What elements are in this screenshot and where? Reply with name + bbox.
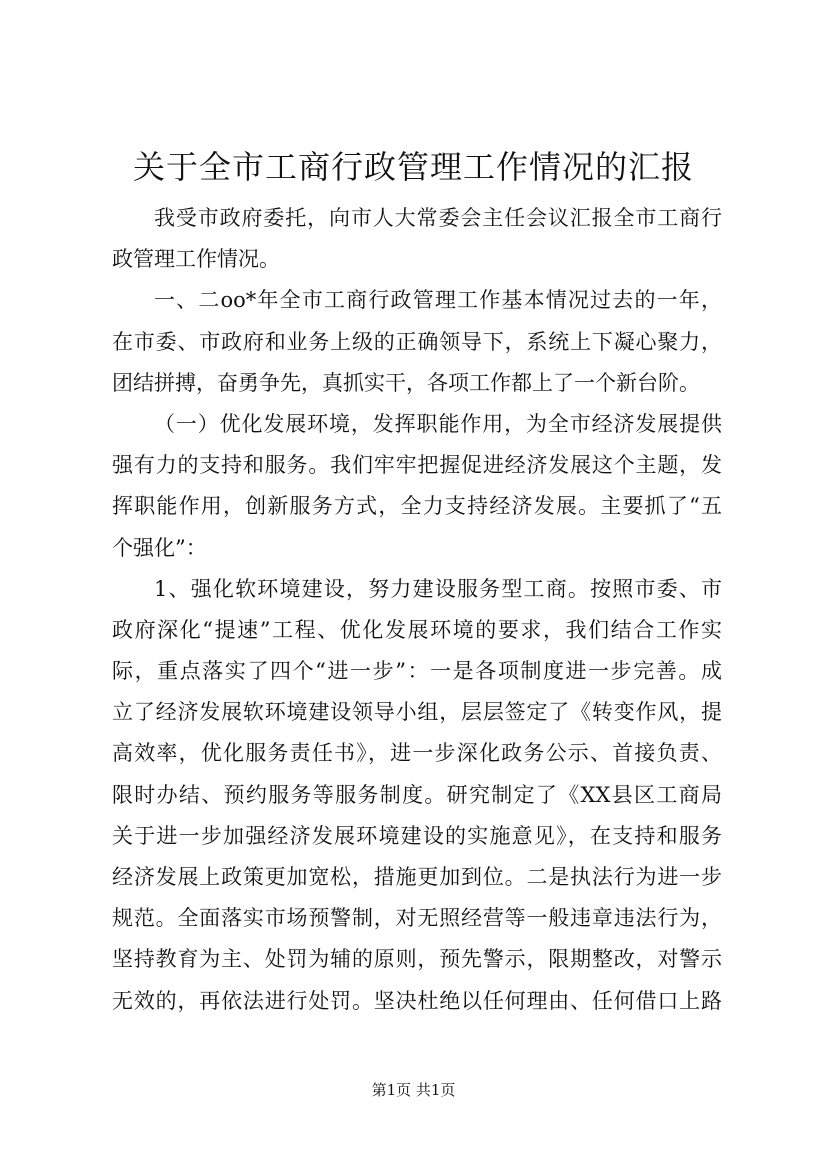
body-line: 规范。全面落实市场预警制，对无照经营等一般违章违法行为， [112,906,722,931]
body-line: 政府深化“提速”工程、优化发展环境的要求，我们结合工作实 [112,617,722,642]
body-line: 坚持教育为主、处罚为辅的原则，预先警示，限期整改，对警示 [112,947,722,972]
body-line: 关于进一步加强经济发展环境建设的实施意见》，在支持和服务 [112,823,722,848]
body-line: 团结拼搏，奋勇争先，真抓实干，各项工作都上了一个新台阶。 [112,370,700,395]
body-line: 强有力的支持和服务。我们牢牢把握促进经济发展这个主题，发 [112,453,722,478]
body-line: 无效的，再依法进行处罚。坚决杜绝以任何理由、任何借口上路 [112,988,722,1013]
body-line: 一、二oo*年全市工商行政管理工作基本情况过去的一年， [154,288,722,313]
body-line: 立了经济发展软环境建设领导小组，层层签定了《转变作风，提 [112,700,722,725]
body-line: 个强化”： [112,535,207,560]
document-title: 关于全市工商行政管理工作情况的汇报 [132,148,694,186]
body-line: 经济发展上政策更加宽松，措施更加到位。二是执法行为进一步 [112,865,722,889]
page-indicator: 第1页 共1页 [371,1081,456,1099]
body-line: 政管理工作情况。 [112,247,280,272]
document-body [112,198,722,1022]
body-line: 在市委、市政府和业务上级的正确领导下，系统上下凝心聚力， [112,329,722,354]
body-line: 际，重点落实了四个“进一步”：一是各项制度进一步完善。成 [112,659,722,684]
body-line: 挥职能作用，创新服务方式，全力支持经济发展。主要抓了“五 [112,494,722,519]
body-line: 高效率，优化服务责任书》，进一步深化政务公示、首接负责、 [112,741,722,766]
body-line: 我受市政府委托，向市人大常委会主任会议汇报全市工商行 [154,206,722,230]
body-line: （一）优化发展环境，发挥职能作用，为全市经济发展提供 [154,411,722,436]
body-line: 限时办结、预约服务等服务制度。研究制定了《XX县区工商局 [112,782,722,807]
body-line: 1、强化软环境建设，努力建设服务型工商。按照市委、市 [154,576,722,601]
